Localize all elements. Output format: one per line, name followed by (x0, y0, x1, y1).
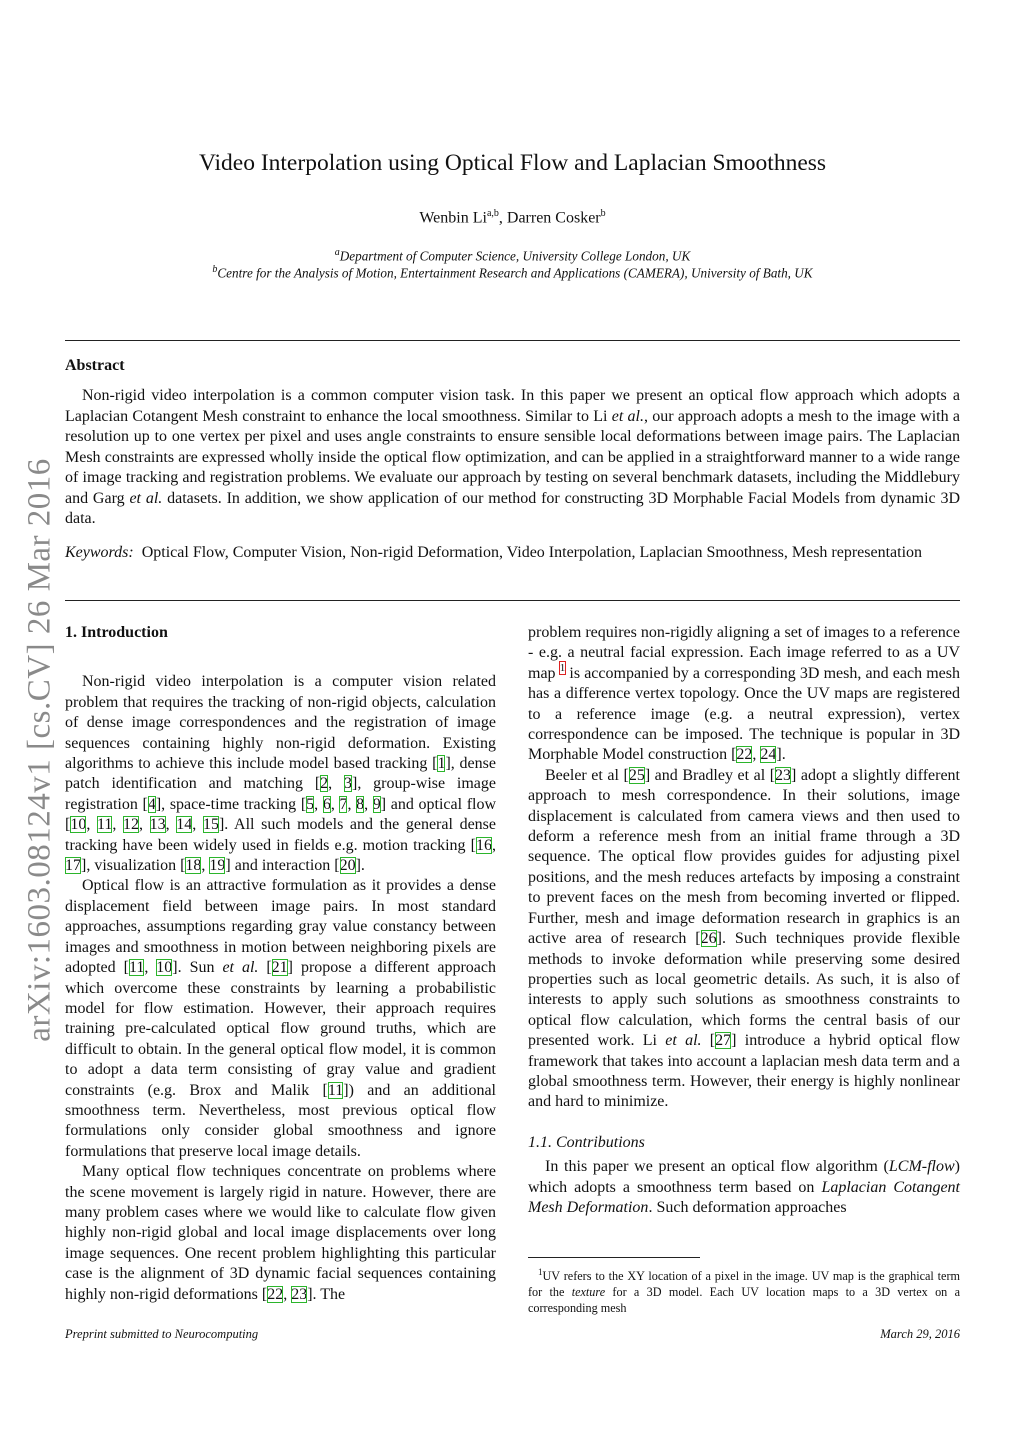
author-2: Darren Cosker (506, 209, 601, 227)
citation-link[interactable]: 11 (128, 959, 145, 977)
citation-link[interactable]: 18 (185, 857, 202, 875)
citation-link[interactable]: 21 (271, 959, 288, 977)
author-1: Wenbin Li (419, 209, 487, 227)
citation-link[interactable]: 1 (437, 755, 446, 773)
citation-link[interactable]: 19 (209, 857, 226, 875)
citation-link[interactable]: 12 (123, 816, 140, 834)
abstract-em: et al. (129, 489, 163, 507)
citation-link[interactable]: 10 (156, 959, 173, 977)
intro-paragraph-2: Optical flow is an attractive formulation as it provides a dense displacement field between image pairs. In most standard approaches, assumptions regarding gray value constancy between images and smoothness in motion between neighboring pixels are adopted [11, 10]. Sun et al. [21] propose a different approach which overcome these constraints by learning a probabilistic model for flow estimation. However, their approach requires training pre-calculated optical flow ground truths, which are difficult to obtain. In the general optical flow model, it is common to adopt a data term consisting of gray value and gradient constraints (e.g. Brox and Malik [11]) and an additional smoothness term. Nevertheless, most previous optical flow formulations only consider global smoothness and ignore formulations that preserve local image details. (65, 877, 497, 1160)
citation-link[interactable]: 4 (147, 795, 156, 813)
right-paragraph-2: Beeler et al [25] and Bradley et al [23] adopt a slightly different approach to mesh correspondence. In their solutions, image displacement is calculated from camera views and then used to deform a reference mesh from an initial frame through a 3D sequence. The optical flow provides guides for adjusting pixel positions, and the mesh reduces artefacts by imposing a constraint to prevent faces on the mesh from becoming inverted or flipped. Further, mesh and image deformation research in graphics is an active area of research [26]. Such techniques provide flexible methods to invoke deformation while preserving some desired properties such as local geometric details. As such, it is also of interests to apply such solutions as smoothness constraints to optical flow calculation, which forms the central basis of our presented work. Li et al. [27] introduce a hybrid optical flow framework that takes into account a laplacian mesh data term and a global smoothness term. However, their energy is highly nonlinear and hard to minimize. (528, 766, 961, 1111)
citation-link[interactable]: 26 (700, 930, 717, 948)
citation-link[interactable]: 27 (715, 1032, 732, 1050)
citation-link[interactable]: 2 (320, 775, 329, 793)
citation-link[interactable]: 17 (65, 857, 81, 875)
affiliation-text: Department of Computer Science, University College London, UK (339, 248, 691, 264)
contributions-paragraph: In this paper we present an optical flow algorithm (LCM-flow) which adopts a smoothness term based on Laplacian Cotangent Mesh Deformation. Such deformation approaches (528, 1158, 960, 1216)
citation-link[interactable]: 11 (96, 816, 113, 834)
right-column (528, 623, 960, 1218)
footnote: $^1$UV refers to the XY location of a pixel in the image. UV map is the graphical term for the texture for a 3D model. Each UV location maps to a 3D vertex on a corresponding mesh (528, 1267, 960, 1316)
affiliation-b (65, 264, 960, 281)
affiliation-mark: b (212, 264, 218, 275)
affiliation-mark: a (334, 247, 340, 258)
citation-link[interactable]: 13 (149, 816, 166, 834)
paper-title: Video Interpolation using Optical Flow and Laplacian Smoothness (198, 150, 827, 176)
author-2-sup: b (600, 208, 606, 219)
author-1-sup: a,b (486, 208, 499, 219)
citation-link[interactable]: 16 (476, 836, 492, 854)
top-rule (65, 340, 960, 341)
citation-link[interactable]: 20 (339, 857, 356, 875)
affiliation-text: Centre for the Analysis of Motion, Entertainment Research and Applications (CAMERA), University of Bath, UK (217, 265, 813, 281)
citation-link[interactable]: 9 (372, 795, 381, 813)
abstract-em: et al. (611, 407, 645, 425)
citation-link[interactable]: 5 (306, 795, 315, 813)
abstract-bottom-rule (65, 600, 960, 601)
intro-paragraph-1: Non-rigid video interpolation is a computer vision related problem that requires the tracking of non-rigid objects, calculation of dense image correspondences and the registration of image sequences containing highly non-rigid deformation. Existing algorithms to achieve this include model based tracking [1], dense patch identification and matching [2, 3], group-wise image registration [4], space-time tracking [5, 6, 7, 8, 9] and optical flow [10, 11, 12, 13, 14, 15]. All such models and the general dense tracking have been widely used in fields e.g. motion tracking [16, 17], visualization [18, 19] and interaction [20]. (65, 673, 497, 875)
footnote-rule (528, 1257, 700, 1258)
citation-link[interactable]: 15 (202, 816, 219, 834)
keywords-text: Optical Flow, Computer Vision, Non-rigid Deformation, Video Interpolation, Laplacian Smoothness, Mesh representation (141, 544, 923, 561)
arxiv-id[interactable]: arXiv:1603.08124v1 [cs.CV] 26 Mar 2016 (21, 458, 58, 1042)
citation-link[interactable]: 24 (760, 746, 777, 764)
author-line (65, 208, 960, 227)
intro-paragraph-3: Many optical flow techniques concentrate on problems where the scene movement is largely rigid in nature. However, there are many problem cases where we would like to calculate flow given highly non-rigid global and local image displacements over long image sequences. One recent problem highlighting this particular case is the alignment of 3D dynamic facial sequences containing highly non-rigid deformations [22, 23]. The (65, 1163, 496, 1303)
section-heading-introduction: 1. Introduction (65, 624, 168, 641)
citation-link[interactable]: 3 (343, 775, 352, 793)
keywords-label: Keywords: (65, 544, 134, 561)
subsection-heading-contributions: 1.1. Contributions (528, 1133, 645, 1151)
citation-link[interactable]: 23 (291, 1285, 308, 1303)
abstract-heading: Abstract (65, 357, 125, 374)
citation-link[interactable]: 11 (327, 1081, 344, 1099)
footer-date: March 29, 2016 (880, 1327, 960, 1341)
left-column (65, 623, 496, 1305)
citation-link[interactable]: 22 (736, 746, 753, 764)
abstract-text: datasets. In addition, we show application of our method for constructing 3D Morphable Facial Models from dynamic 3D data. (65, 489, 961, 527)
citation-link[interactable]: 22 (267, 1285, 284, 1303)
citation-link[interactable]: 14 (176, 816, 193, 834)
citation-link[interactable]: 8 (356, 795, 365, 813)
footnote-link[interactable]: 1 (559, 662, 566, 675)
keywords (65, 543, 960, 564)
affiliation-a (65, 247, 960, 264)
citation-link[interactable]: 25 (628, 766, 645, 784)
citation-link[interactable]: 23 (775, 766, 792, 784)
arxiv-stamp (10, 440, 70, 1060)
citation-link[interactable]: 7 (339, 795, 348, 813)
abstract-text: Non-rigid video interpolation is a common computer vision task. In this paper we present an optical flow approach which adopts a Laplacian Cotangent Mesh constraint to enhance the local smoothness. Similar to Li (65, 387, 960, 425)
footnote-mark: 1 (538, 1267, 543, 1277)
footer-journal: Preprint submitted to Neurocomputing (65, 1327, 259, 1341)
abstract-text: , our approach adopts a mesh to the image with a resolution up to one vertex per pixel and uses angle constraints to ensure sensible local deformations between image pairs. The Laplacian Mesh constraints are expressed wholly inside the optical flow optimization, and can be applied in a straightforward manner to a wide range of image tracking and registration problems. We evaluate our approach by testing on several benchmark datasets, including the Middlebury and Garg (65, 407, 961, 507)
author-separator: , (498, 209, 507, 227)
right-paragraph-1: problem requires non-rigidly aligning a set of images to a reference - e.g. a neutral facial expression. Each image referred to as a UV map $^1$ is accompanied by a corresponding 3D mesh, and each mesh has a difference vertex topology. Once the UV maps are registered to a reference image (e.g. a neutral expression), vertex correspondence can be imposed. The technique is popular in 3D Morphable Model construction [22, 24]. (528, 624, 961, 764)
abstract-body (65, 386, 960, 530)
citation-link[interactable]: 10 (70, 816, 87, 834)
citation-link[interactable]: 6 (322, 795, 331, 813)
